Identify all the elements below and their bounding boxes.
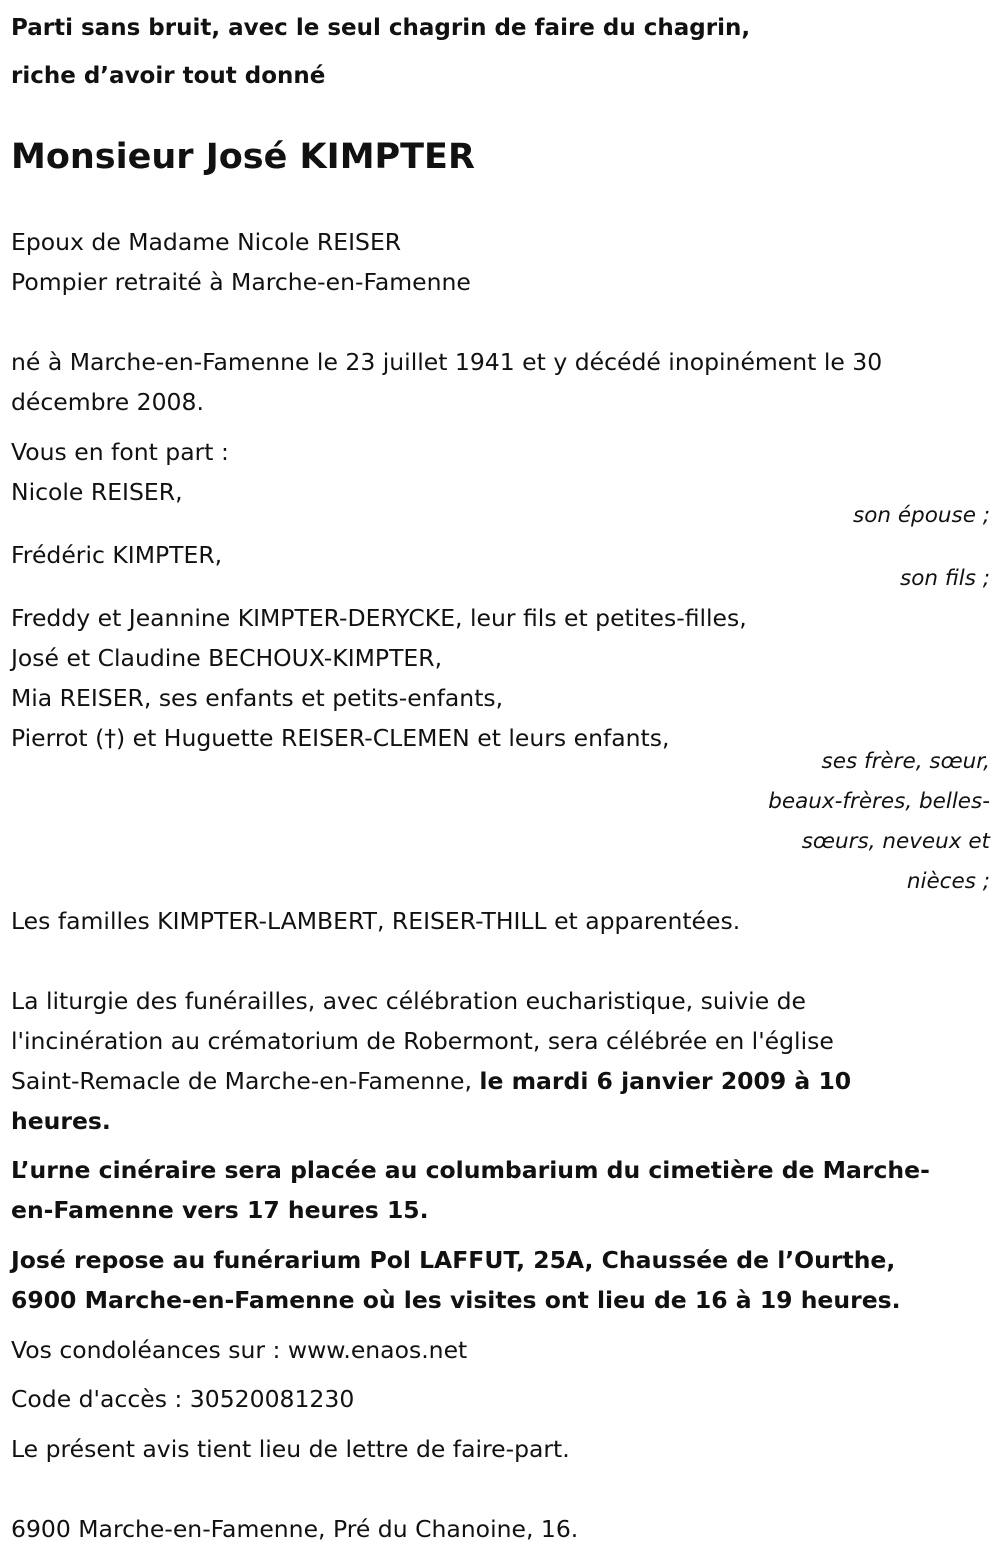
- occupation-line: Pompier retraité à Marche-en-Famenne: [11, 268, 471, 296]
- urn-line: L’urne cinéraire sera placée au columbarium du cimetière de Marche-: [11, 1156, 930, 1184]
- epigraph-line-1: Parti sans bruit, avec le seul chagrin de faire du chagrin,: [11, 15, 751, 41]
- urn-line: en-Famenne vers 17 heures 15.: [11, 1196, 429, 1224]
- epigraph-line-2: riche d’avoir tout donné: [11, 63, 326, 89]
- liturgy-line: La liturgie des funérailles, avec célébration eucharistique, suivie de: [11, 987, 806, 1015]
- sibling-line: José et Claudine BECHOUX-KIMPTER,: [11, 644, 443, 672]
- spouse-name: Nicole REISER,: [11, 478, 183, 506]
- spouse-relation: son épouse ;: [853, 503, 990, 528]
- address-line: 6900 Marche-en-Famenne, Pré du Chanoine, 16.: [11, 1515, 579, 1543]
- sibling-line: Pierrot (†) et Huguette REISER-CLEMEN et leurs enfants,: [11, 724, 670, 752]
- funeral-date: le mardi 6 janvier 2009 à 10: [479, 1067, 852, 1095]
- condolences-line: Vos condoléances sur : www.enaos.net: [11, 1336, 468, 1364]
- liturgy-line: l'incinération au crématorium de Robermont, sera célébrée en l'église: [11, 1027, 834, 1055]
- sibling-line: Freddy et Jeannine KIMPTER-DERYCKE, leur fils et petites-filles,: [11, 604, 747, 632]
- spouse-line: Epoux de Madame Nicole REISER: [11, 228, 402, 256]
- sibling-line: Mia REISER, ses enfants et petits-enfants,: [11, 684, 504, 712]
- funeral-date-end: heures.: [11, 1107, 111, 1135]
- families-line: Les familles KIMPTER-LAMBERT, REISER-THILL et apparentées.: [11, 907, 741, 935]
- son-name: Frédéric KIMPTER,: [11, 541, 223, 569]
- liturgy-line-with-date: [11, 1061, 851, 1101]
- birth-death-text: né à Marche-en-Famenne le 23 juillet 1941 et y décédé inopinément le 30 décembre 2008.: [11, 348, 883, 416]
- siblings-relation-line: nièces ;: [906, 869, 990, 894]
- rest-line: José repose au funérarium Pol LAFFUT, 25A, Chaussée de l’Ourthe,: [11, 1246, 896, 1274]
- announcers-intro: Vous en font part :: [11, 438, 229, 466]
- son-relation: son fils ;: [900, 566, 990, 591]
- siblings-relation-line: ses frère, sœur,: [821, 749, 990, 774]
- siblings-relation-line: beaux-frères, belles-: [768, 789, 990, 814]
- deceased-name: Monsieur José KIMPTER: [11, 137, 475, 177]
- access-code: Code d'accès : 30520081230: [11, 1385, 355, 1413]
- notice-line: Le présent avis tient lieu de lettre de faire-part.: [11, 1435, 570, 1463]
- rest-line: 6900 Marche-en-Famenne où les visites ont lieu de 16 à 19 heures.: [11, 1286, 901, 1314]
- liturgy-line-text: Saint-Remacle de Marche-en-Famenne,: [11, 1067, 480, 1095]
- siblings-relation-line: sœurs, neveux et: [801, 829, 990, 854]
